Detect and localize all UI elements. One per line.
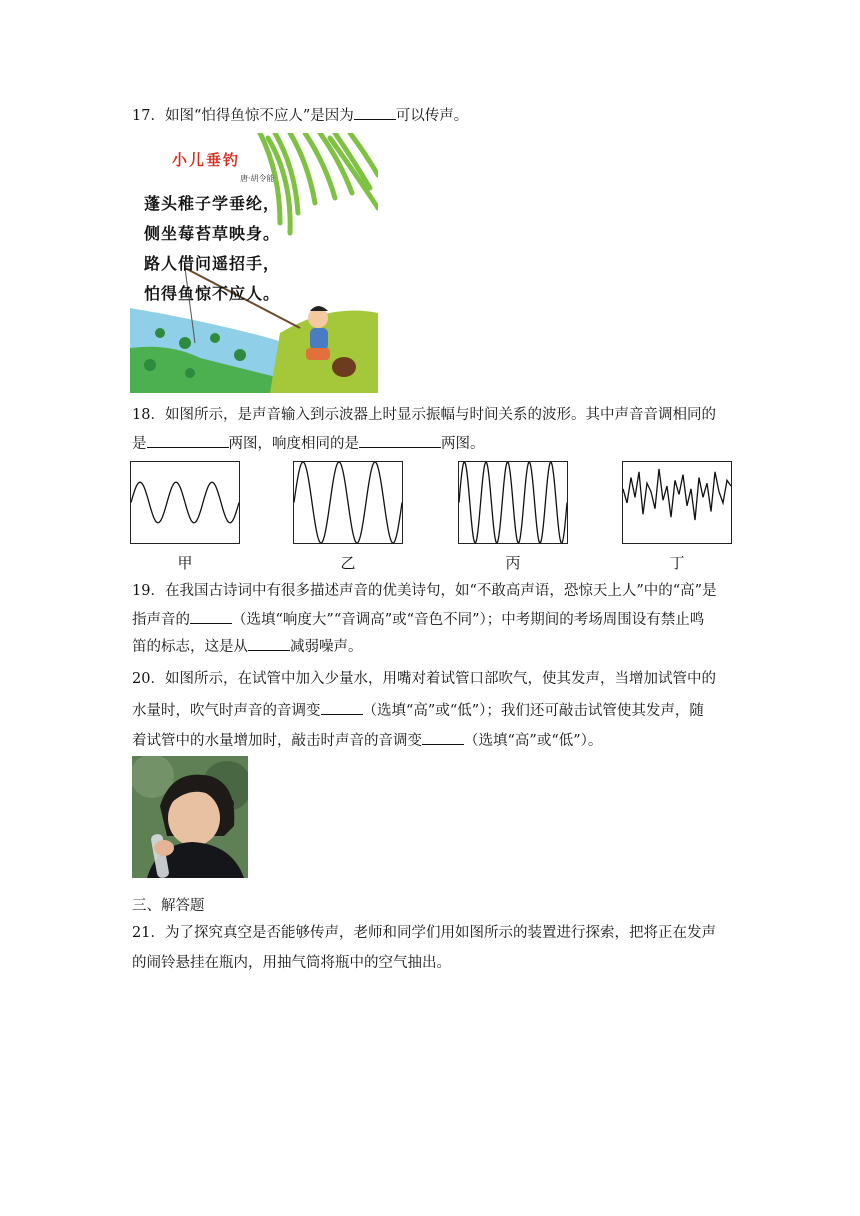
q18-line-2-post: 两图。 [441, 436, 485, 452]
waveform-jia [130, 461, 240, 544]
q18-line-2-pre: 是 [132, 436, 147, 452]
q18-line-2 [132, 432, 485, 454]
q19-blank-2 [248, 635, 290, 651]
q19-line-1-text: 19．在我国古诗词中有很多描述声音的优美诗句，如“不敢高声语，恐惊天上人”中的“高”是 [132, 583, 717, 599]
q17-pre: 17．如图“怕得鱼惊不应人”是因为 [132, 108, 354, 124]
q20-line-3 [132, 729, 602, 751]
girl-blowing-test-tube-photo [132, 756, 248, 878]
poem-line-4: 怕得鱼惊不应人。 [144, 284, 281, 303]
q20-blank-2 [422, 729, 464, 745]
waveform-trace-2 [459, 462, 567, 543]
poem-title: 小儿垂钓 [172, 151, 241, 169]
q19-line-3-post: 减弱噪声。 [290, 639, 363, 655]
basket [332, 357, 356, 377]
q18-blank-1 [147, 432, 229, 448]
waveform-label-yi: 乙 [340, 554, 356, 572]
q18-line-2-mid: 两图，响度相同的是 [228, 436, 359, 452]
waveform-jia-plot [131, 462, 239, 543]
q17-text [132, 104, 468, 126]
section-3-heading: 三、解答题 [132, 898, 205, 914]
q19-line-3 [132, 635, 363, 657]
q19-line-2-pre: 指声音的 [132, 612, 190, 628]
q21-line-2 [132, 953, 451, 973]
q19-line-1 [132, 581, 717, 601]
poem-line-2: 侧坐莓苔草映身。 [144, 224, 281, 243]
q19-blank-1 [190, 608, 232, 624]
q20-line-3-post: （选填“高”或“低”）。 [464, 733, 603, 749]
q19-line-3-pre: 笛的标志，这是从 [132, 639, 248, 655]
waveform-yi [293, 461, 403, 544]
waveform-label-bing: 丙 [505, 554, 521, 572]
q20-line-1 [132, 669, 716, 689]
q17-post: 可以传声。 [395, 108, 469, 124]
waveform-bing [458, 461, 568, 544]
poem-line-3: 路人借问遥招手， [144, 254, 281, 273]
q20-line-1-text: 20．如图所示，在试管中加入少量水，用嘴对着试管口部吹气，使其发声，当增加试管中的 [132, 671, 716, 687]
photo-scene [132, 756, 248, 878]
q20-line-2-pre: 水量时，吹气时声音的音调变 [132, 703, 321, 719]
waveform-trace-1 [294, 462, 402, 543]
waveform-yi-plot [294, 462, 402, 543]
q21-line-1-text: 21．为了探究真空是否能够传声，老师和同学们用如图所示的装置进行探索，把将正在发声 [132, 925, 716, 941]
q20-blank-1 [321, 699, 363, 715]
q19-line-2-post: （选填“响度大”“音调高”或“音色不同”）；中考期间的考场周围设有禁止鸣 [232, 612, 705, 628]
q19-line-2 [132, 608, 704, 630]
willow-leaves [260, 133, 378, 233]
q18-line-1-text: 18．如图所示，是声音输入到示波器上时显示振幅与时间关系的波形。其中声音音调相同的 [132, 407, 716, 423]
hand [154, 840, 174, 856]
q20-line-3-pre: 着试管中的水量增加时，敲击时声音的音调变 [132, 733, 422, 749]
q20-line-2 [132, 699, 704, 721]
waveform-ding-plot [623, 462, 731, 543]
q21-line-2-text: 的闹铃悬挂在瓶内，用抽气筒将瓶中的空气抽出。 [132, 955, 451, 971]
poem-author: 唐·胡令能 [240, 174, 275, 183]
q18-blank-2 [359, 432, 441, 448]
waveform-label-jia: 甲 [177, 554, 193, 572]
poem-illustration [130, 133, 378, 393]
waveform-label-ding: 丁 [669, 554, 685, 572]
q17-blank [354, 104, 396, 120]
q20-line-2-post: （选填“高”或“低”）；我们还可敲击试管使其发声，随 [362, 703, 704, 719]
waveform-trace-3 [623, 469, 731, 520]
q18-line-1 [132, 405, 716, 425]
waveform-ding [622, 461, 732, 544]
waveform-trace-0 [131, 482, 239, 523]
q21-line-1 [132, 923, 716, 943]
poem-line-1: 蓬头稚子学垂纶， [144, 194, 281, 213]
waveform-bing-plot [459, 462, 567, 543]
